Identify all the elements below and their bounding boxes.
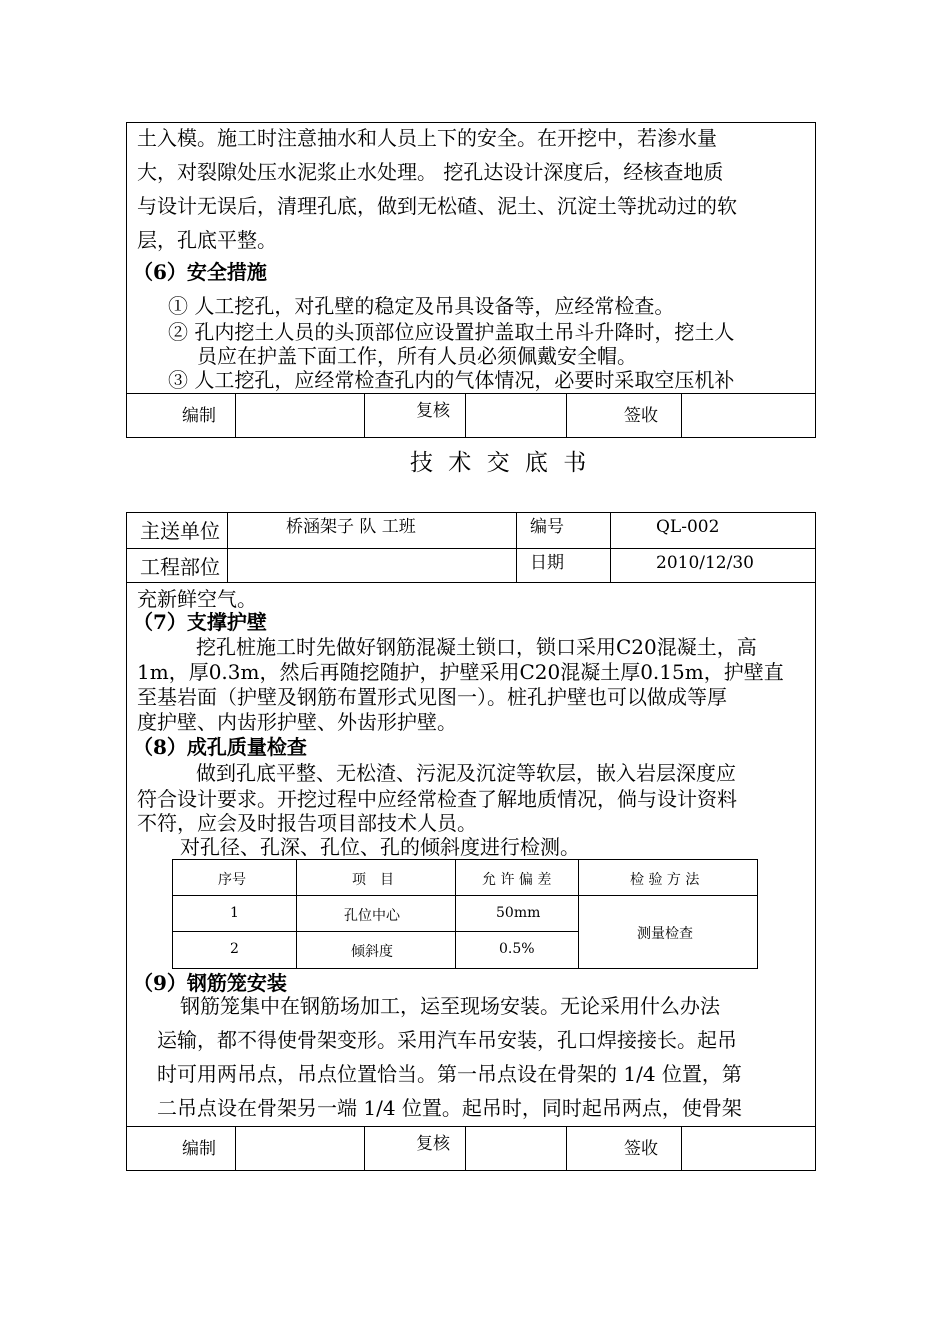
part-label: 工程部位 xyxy=(140,555,220,579)
date-label: 日期 xyxy=(530,553,564,573)
divider xyxy=(681,393,682,437)
list-item: 员应在护盖下面工作，所有人员必须佩戴安全帽。 xyxy=(197,344,637,368)
divider xyxy=(235,393,236,437)
divider xyxy=(126,1126,816,1127)
paragraph-line: 充新鲜空气。 xyxy=(137,587,257,611)
number-value: QL-002 xyxy=(656,517,720,537)
divider xyxy=(126,548,816,549)
table-header-seq: 序号 xyxy=(218,872,246,888)
paragraph-line: 钢筋笼集中在钢筋场加工，运至现场安装。无论采用什么办法 xyxy=(180,994,720,1018)
date-value: 2010/12/30 xyxy=(656,553,754,573)
paragraph-line: 时可用两吊点，吊点位置恰当。第一吊点设在骨架的 1/4 位置，第 xyxy=(157,1062,742,1086)
paragraph-line: 与设计无误后，清理孔底，做到无松碴、泥土、沉淀土等扰动过的软 xyxy=(137,194,737,218)
table-cell: 孔位中心 xyxy=(344,908,400,924)
table-header-item: 项 目 xyxy=(352,872,394,888)
table-cell: 50mm xyxy=(496,905,541,921)
paragraph-line: 挖孔桩施工时先做好钢筋混凝土锁口，锁口采用C20混凝土，高 xyxy=(196,635,757,659)
paragraph-line: 不符，应会及时报告项目部技术人员。 xyxy=(137,811,477,835)
table-cell: 倾斜度 xyxy=(351,944,393,960)
divider xyxy=(364,1126,365,1170)
sign-receiver-label: 签收 xyxy=(624,1139,658,1159)
table-header-method: 检 验 方 法 xyxy=(630,872,700,888)
section-heading: （7）支撑护壁 xyxy=(133,610,267,634)
divider xyxy=(566,1126,567,1170)
number-label: 编号 xyxy=(530,517,564,537)
divider xyxy=(465,393,466,437)
divider xyxy=(578,859,579,969)
table-cell: 1 xyxy=(230,905,239,921)
divider xyxy=(126,393,816,394)
paragraph-line: 大，对裂隙处压水泥浆止水处理。 挖孔达设计深度后，经核查地质 xyxy=(137,160,724,184)
divider xyxy=(681,1126,682,1170)
sign-reviewer-label: 复核 xyxy=(416,401,450,421)
divider xyxy=(235,1126,236,1170)
paragraph-line: 层，孔底平整。 xyxy=(137,228,277,252)
section-heading: （6）安全措施 xyxy=(133,260,267,284)
paragraph-line: 对孔径、孔深、孔位、孔的倾斜度进行检测。 xyxy=(180,835,580,859)
unit-label: 主送单位 xyxy=(140,519,220,543)
divider xyxy=(516,512,517,583)
list-item: ① 人工挖孔，对孔壁的稳定及吊具设备等，应经常检查。 xyxy=(168,294,675,318)
table-header-tolerance: 允 许 偏 差 xyxy=(482,872,552,888)
divider xyxy=(172,895,758,896)
divider xyxy=(465,1126,466,1170)
paragraph-line: 运输，都不得使骨架变形。采用汽车吊安装，孔口焊接接长。起吊 xyxy=(157,1028,737,1052)
sign-reviewer-label: 复核 xyxy=(416,1134,450,1154)
divider xyxy=(296,859,297,969)
table-cell: 0.5% xyxy=(499,941,535,957)
divider xyxy=(455,859,456,969)
list-item: ③ 人工挖孔，应经常检查孔内的气体情况，必要时采取空压机补 xyxy=(168,368,735,392)
paragraph-line: 度护壁、内齿形护壁、外齿形护壁。 xyxy=(137,710,457,734)
paragraph-line: 1m，厚0.3m，然后再随挖随护，护壁采用C20混凝土厚0.15m，护壁直 xyxy=(137,660,784,684)
paragraph-line: 做到孔底平整、无松渣、污泥及沉淀等软层，嵌入岩层深度应 xyxy=(196,761,736,785)
sign-receiver-label: 签收 xyxy=(624,406,658,426)
table-cell: 2 xyxy=(230,941,239,957)
sign-editor-label: 编制 xyxy=(182,1139,216,1159)
unit-value: 桥涵架子 队 工班 xyxy=(286,517,416,537)
paragraph-line: 二吊点设在骨架另一端 1/4 位置。起吊时，同时起吊两点，使骨架 xyxy=(157,1096,742,1120)
divider xyxy=(172,931,579,932)
sign-editor-label: 编制 xyxy=(182,406,216,426)
paragraph-line: 土入模。施工时注意抽水和人员上下的安全。在开挖中，若渗水量 xyxy=(137,126,717,150)
divider xyxy=(227,512,228,583)
divider xyxy=(364,393,365,437)
list-item: ② 孔内挖土人员的头顶部位应设置护盖取土吊斗升降时，挖土人 xyxy=(168,320,735,344)
paragraph-line: 至基岩面（护壁及钢筋布置形式见图一）。桩孔护壁也可以做成等厚 xyxy=(137,685,727,709)
divider xyxy=(566,393,567,437)
divider xyxy=(610,512,611,583)
table-cell-method: 测量检查 xyxy=(637,926,693,942)
document-title: 技 术 交 底 书 xyxy=(410,450,591,476)
section-heading: （9）钢筋笼安装 xyxy=(133,971,287,995)
section-heading: （8）成孔质量检查 xyxy=(133,735,307,759)
paragraph-line: 符合设计要求。开挖过程中应经常检查了解地质情况，倘与设计资料 xyxy=(137,787,737,811)
